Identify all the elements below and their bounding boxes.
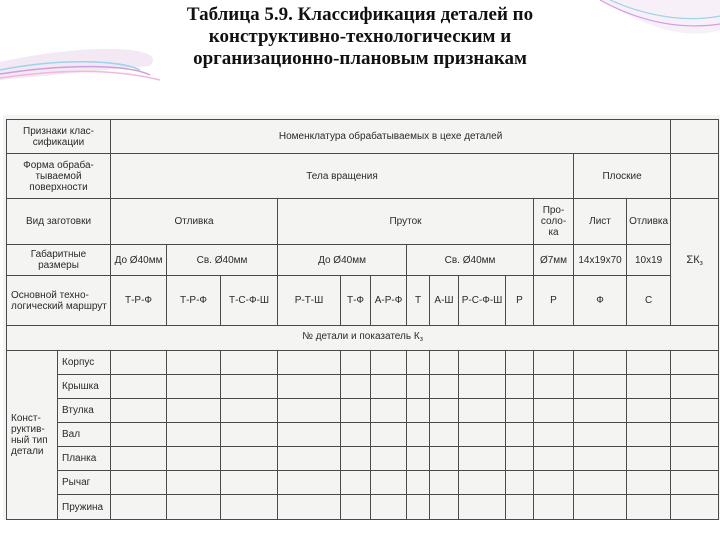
empty-cell [167,447,221,471]
row-label-classification: Признаки клас-сификации [7,120,111,154]
empty-cell [627,351,671,375]
cell-casting: Отливка [111,199,278,245]
slide-title [0,4,720,70]
route-cell: С [627,276,671,326]
empty-cell [278,471,341,495]
route-cell: Р-С-Ф-Ш [459,276,506,326]
empty-cell [221,399,278,423]
header-nomenclature: Номенклатура обрабатываемых в цехе деталей [111,120,671,154]
row-blank-type [7,199,719,245]
empty-cell [221,351,278,375]
empty-cell [407,471,430,495]
empty-cell [574,351,627,375]
size-cell: 14х19х70 [574,245,627,276]
route-cell: А-Ш [430,276,459,326]
size-cell: Св. Ø40мм [407,245,534,276]
title-line-2: конструктивно-технологическим и [208,26,512,47]
part-row [7,351,719,375]
empty-cell [574,423,627,447]
title-line-1: Таблица 5.9. Классификация деталей по [186,4,534,25]
empty-cell [341,351,371,375]
empty-cell [459,375,506,399]
empty-cell [407,447,430,471]
cell-profile: Про-соло-ка [534,199,574,245]
empty-cell [371,447,407,471]
empty-cell [506,495,534,520]
empty-cell [167,471,221,495]
cell-sum-k [671,199,719,326]
empty-cell [671,447,719,471]
empty-cell [506,447,534,471]
size-cell: Св. Ø40мм [167,245,278,276]
empty-cell [430,399,459,423]
row-routes [7,276,719,326]
empty-cell [371,375,407,399]
empty-cell [506,423,534,447]
route-cell: Т-С-Ф-Ш [221,276,278,326]
row-classification [7,120,719,154]
empty-cell [221,471,278,495]
part-type-label: Планка [58,447,111,471]
empty-cell [671,120,719,154]
empty-cell [671,154,719,199]
route-cell: Т [407,276,430,326]
empty-cell [534,399,574,423]
route-cell: Ф [574,276,627,326]
empty-cell [111,423,167,447]
empty-cell [341,423,371,447]
row-label-dimensions: Габаритные размеры [7,245,111,276]
empty-cell [407,351,430,375]
empty-cell [407,495,430,520]
empty-cell [671,351,719,375]
empty-cell [459,447,506,471]
part-type-label: Рычаг [58,471,111,495]
row-dimensions [7,245,719,276]
empty-cell [506,471,534,495]
empty-cell [459,471,506,495]
empty-cell [671,471,719,495]
empty-cell [111,375,167,399]
empty-cell [459,351,506,375]
empty-cell [534,351,574,375]
cell-sheet: Лист [574,199,627,245]
empty-cell [341,447,371,471]
classification-table [6,119,719,520]
empty-cell [278,447,341,471]
empty-cell [221,495,278,520]
empty-cell [221,447,278,471]
empty-cell [671,375,719,399]
empty-cell [430,375,459,399]
empty-cell [371,351,407,375]
empty-cell [167,375,221,399]
empty-cell [221,423,278,447]
size-cell: 10х19 [627,245,671,276]
empty-cell [167,351,221,375]
empty-cell [430,471,459,495]
empty-cell [459,399,506,423]
empty-cell [671,423,719,447]
empty-cell [111,495,167,520]
empty-cell [430,423,459,447]
group-label-part-type: Конст-руктив-ный тип детали [7,351,58,520]
empty-cell [506,375,534,399]
size-cell: До Ø40мм [111,245,167,276]
part-type-label: Втулка [58,399,111,423]
empty-cell [671,495,719,520]
empty-cell [534,471,574,495]
empty-cell [371,471,407,495]
part-type-label: Крышка [58,375,111,399]
empty-cell [534,375,574,399]
part-type-label: Пружина [58,495,111,520]
empty-cell [111,471,167,495]
empty-cell [574,471,627,495]
row-label-blank-type: Вид заготовки [7,199,111,245]
cell-part-number-header [7,326,719,351]
size-cell: До Ø40мм [278,245,407,276]
route-cell: Т-Ф [341,276,371,326]
empty-cell [627,471,671,495]
empty-cell [534,423,574,447]
route-cell: Р-Т-Ш [278,276,341,326]
empty-cell [534,495,574,520]
cell-flat: Плоские [574,154,671,199]
empty-cell [407,423,430,447]
empty-cell [371,399,407,423]
empty-cell [430,447,459,471]
row-label-routes: Основной техно-логический маршрут [7,276,111,326]
part-number-subscript: з [419,336,423,343]
empty-cell [278,351,341,375]
empty-cell [459,495,506,520]
empty-cell [671,399,719,423]
route-cell: Т-Р-Ф [167,276,221,326]
empty-cell [278,423,341,447]
title-line-3: организационно-плановым признакам [193,48,527,69]
part-row [7,423,719,447]
empty-cell [627,495,671,520]
size-cell: Ø7мм [534,245,574,276]
part-type-label: Корпус [58,351,111,375]
empty-cell [574,447,627,471]
empty-cell [407,399,430,423]
empty-cell [371,495,407,520]
part-row [7,375,719,399]
part-type-label: Вал [58,423,111,447]
row-label-surface-form: Форма обраба-тываемой поверхности [7,154,111,199]
empty-cell [574,399,627,423]
empty-cell [111,351,167,375]
empty-cell [341,471,371,495]
part-row [7,495,719,520]
sum-symbol: ΣК [686,254,700,266]
empty-cell [627,423,671,447]
empty-cell [534,447,574,471]
empty-cell [371,423,407,447]
empty-cell [407,375,430,399]
empty-cell [111,447,167,471]
empty-cell [574,375,627,399]
empty-cell [167,495,221,520]
empty-cell [430,351,459,375]
empty-cell [506,351,534,375]
empty-cell [278,495,341,520]
empty-cell [221,375,278,399]
row-part-number [7,326,719,351]
route-cell: Р [506,276,534,326]
empty-cell [459,423,506,447]
route-cell: Р [534,276,574,326]
empty-cell [627,399,671,423]
empty-cell [627,375,671,399]
empty-cell [167,423,221,447]
empty-cell [111,399,167,423]
cell-bar: Пруток [278,199,534,245]
empty-cell [341,399,371,423]
cell-casting-2: Отливка [627,199,671,245]
part-row [7,399,719,423]
empty-cell [341,495,371,520]
cell-rotation-bodies: Тела вращения [111,154,574,199]
route-cell: Т-Р-Ф [111,276,167,326]
part-row [7,471,719,495]
empty-cell [278,375,341,399]
part-row [7,447,719,471]
empty-cell [627,447,671,471]
part-number-label: № детали и показатель К [302,331,420,342]
empty-cell [278,399,341,423]
route-cell: А-Р-Ф [371,276,407,326]
empty-cell [506,399,534,423]
row-surface-form [7,154,719,199]
empty-cell [430,495,459,520]
sum-subscript: з [699,260,703,267]
empty-cell [341,375,371,399]
empty-cell [574,495,627,520]
empty-cell [167,399,221,423]
